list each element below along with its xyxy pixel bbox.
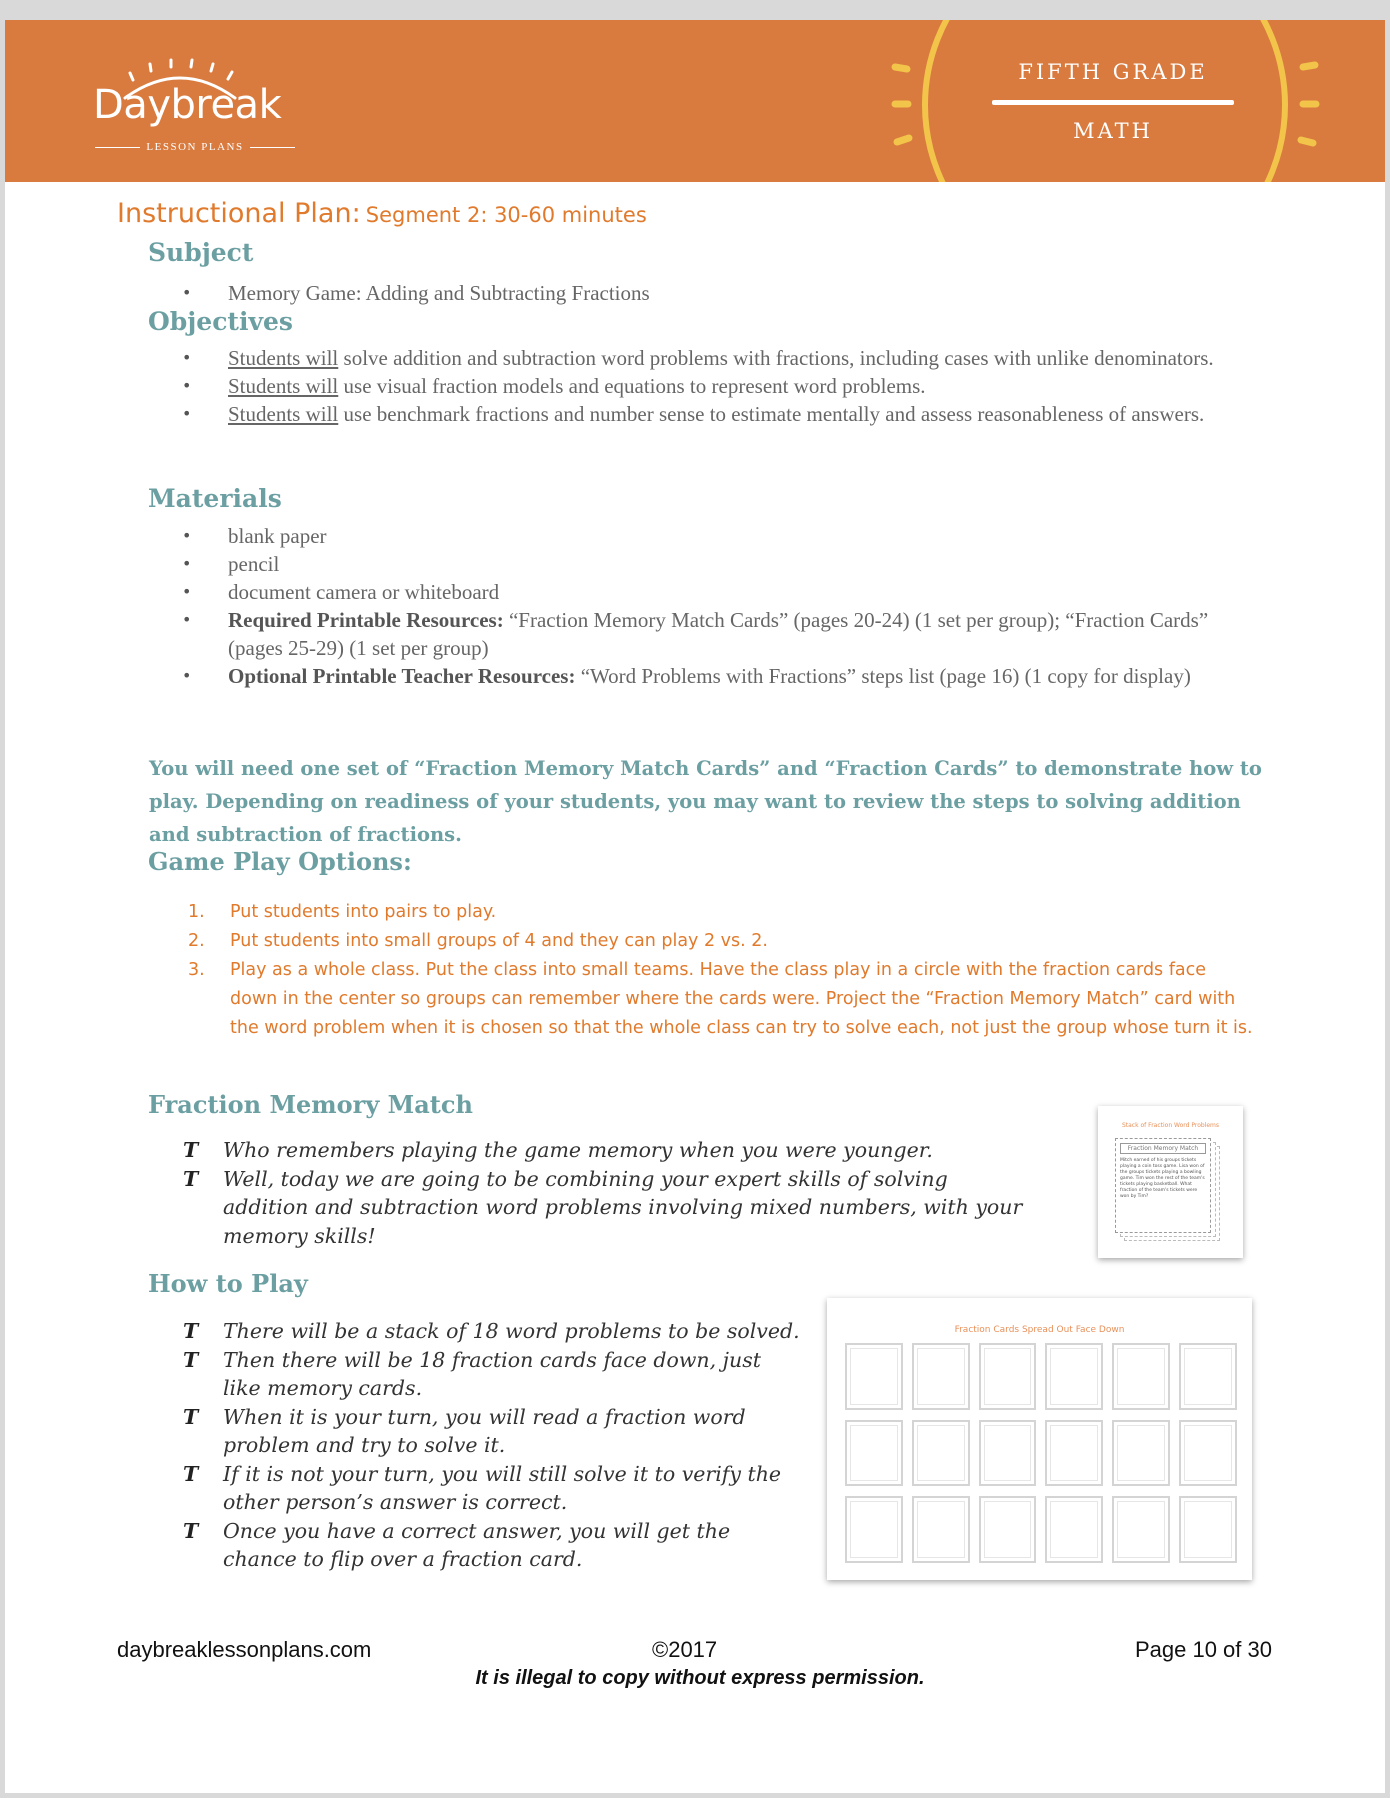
list-item [182, 400, 1262, 428]
teacher-tag: T [183, 1518, 199, 1543]
face-down-card [845, 1343, 903, 1410]
list-item: • blank paper [182, 522, 1262, 550]
subject-heading: Subject [148, 238, 254, 267]
how-to-play-heading: How to Play [148, 1269, 308, 1298]
page-header [5, 20, 1385, 182]
teacher-line [183, 1136, 1033, 1165]
face-down-card [1045, 1420, 1103, 1487]
list-item [188, 927, 1258, 956]
stack-card-front [1115, 1138, 1211, 1233]
grade-label: FIFTH GRADE [1018, 60, 1208, 84]
subject-list [182, 279, 1262, 307]
list-item [182, 344, 1262, 372]
grade-divider [992, 100, 1234, 105]
memory-match-heading: Fraction Memory Match [148, 1090, 473, 1119]
how-to-play-script [183, 1317, 801, 1574]
logo-subtitle-text: LESSON PLANS [146, 141, 244, 153]
face-down-card [1179, 1420, 1237, 1487]
item-text: Play as a whole class. Put the class into small teams. Have the class play in a circle with the fraction cards face down in the center so groups can remember where the cards were. Project the “Fraction Memory Match” card with the word problem when it is chosen so that the whole class can try to solve each, not just the group whose turn it is. [230, 960, 1253, 1038]
memory-match-script [183, 1136, 1033, 1250]
teacher-note: You will need one set of “Fraction Memory Match Cards” and “Fraction Cards” to demonstrate how to play. Depending on readiness of your students, you may want to review the steps to solving addition and subtraction of fractions. [149, 757, 1262, 846]
face-down-card [1179, 1343, 1237, 1410]
objective-text: use benchmark fractions and number sense to estimate mentally and assess reasonableness of answers. [338, 402, 1205, 426]
fraction-card-grid-image [827, 1298, 1252, 1580]
face-down-card [979, 1496, 1037, 1563]
image-title: Stack of Fraction Word Problems [1121, 1122, 1220, 1129]
resource-text: “Word Problems with Fractions” steps list (page 16) (1 copy for display) [575, 664, 1191, 688]
teacher-line [183, 1460, 801, 1517]
face-down-card [845, 1420, 903, 1487]
teacher-text: If it is not your turn, you will still solve it to verify the other person’s answer is correct. [223, 1461, 782, 1514]
plan-title [117, 198, 647, 229]
objective-lead: Students will [228, 402, 339, 426]
list-item [188, 898, 1258, 927]
face-down-card [912, 1496, 970, 1563]
face-down-card [1112, 1420, 1170, 1487]
resource-text: “Fraction Memory Match Cards” (pages 20-24) (1 set per group); “Fraction Cards” (pages 25-29) (1 set per group) [228, 608, 1209, 660]
face-down-card [912, 1343, 970, 1410]
teacher-text: Well, today we are going to be combining your expert skills of solving addition and subtraction word problems involving mixed numbers, with your memory skills! [223, 1166, 1023, 1248]
footer-site: daybreaklessonplans.com [117, 1637, 372, 1662]
subject-label: MATH [1073, 119, 1153, 143]
list-item [182, 372, 1262, 400]
game-play-heading: Game Play Options: [148, 847, 412, 876]
teacher-line [183, 1165, 1033, 1251]
card-text: Mitch earned of his groups tickets playing a coin toss game. Lisa won of the groups tickets playing a bowling game. Tim won the rest of the team's tickets playing basketball. What fraction of the team's tickets were won by Tim? [1120, 1158, 1205, 1199]
teacher-line [183, 1346, 801, 1403]
image-title: Fraction Cards Spread Out Face Down [954, 1325, 1125, 1335]
teacher-tag: T [183, 1319, 199, 1343]
footer-copyright: ©2017 [652, 1637, 718, 1662]
objective-lead: Students will [228, 374, 339, 398]
face-down-card [912, 1420, 970, 1487]
card-title: Fraction Memory Match [1120, 1143, 1206, 1154]
list-item: • document camera or whiteboard [182, 578, 1262, 606]
plan-title-main: Instructional Plan: [117, 198, 361, 229]
item-number: 1. [188, 902, 205, 922]
item-text: Put students into pairs to play. [230, 902, 497, 922]
materials-heading: Materials [148, 484, 282, 513]
objectives-heading: Objectives [148, 307, 293, 336]
objective-text: use visual fraction models and equations to represent word problems. [338, 374, 926, 398]
teacher-line [183, 1517, 801, 1574]
logo-wordmark: Daybreak [93, 82, 282, 128]
objectives-list [182, 344, 1262, 428]
footer-page-number: Page 10 of 30 [1134, 1637, 1272, 1662]
item-number: 2. [188, 931, 205, 951]
teacher-text: Then there will be 18 fraction cards face down, just like memory cards. [223, 1347, 761, 1400]
list-item [182, 662, 1262, 690]
teacher-text: When it is your turn, you will read a fraction word problem and try to solve it. [223, 1404, 746, 1457]
teacher-tag: T [183, 1404, 199, 1429]
resource-label: Optional Printable Teacher Resources: [228, 664, 576, 688]
teacher-tag: T [183, 1166, 199, 1191]
teacher-text: There will be a stack of 18 word problems to be solved. [223, 1319, 800, 1343]
copyright-warning: It is illegal to copy without express permission. [475, 1667, 925, 1689]
list-item [188, 956, 1258, 1043]
objective-lead: Students will [228, 346, 339, 370]
teacher-tag: T [183, 1347, 199, 1372]
plan-title-segment: Segment 2: 30-60 minutes [365, 203, 647, 227]
list-item: • pencil [182, 550, 1262, 578]
face-down-card [979, 1343, 1037, 1410]
objective-text: solve addition and subtraction word problems with fractions, including cases with unlike denominators. [338, 346, 1214, 370]
resource-label: Required Printable Resources: [228, 608, 504, 632]
grade-badge [988, 60, 1238, 143]
card-grid [845, 1343, 1237, 1563]
face-down-card [1179, 1496, 1237, 1563]
face-down-card [1045, 1343, 1103, 1410]
teacher-line [183, 1403, 801, 1460]
logo-subtitle [95, 141, 295, 153]
teacher-text: Who remembers playing the game memory when you were younger. [223, 1138, 933, 1162]
materials-list [182, 522, 1262, 690]
face-down-card [979, 1420, 1037, 1487]
item-text: Put students into small groups of 4 and they can play 2 vs. 2. [230, 931, 768, 951]
face-down-card [845, 1496, 903, 1563]
list-item: • Memory Game: Adding and Subtracting Fractions [182, 279, 1262, 307]
face-down-card [1112, 1343, 1170, 1410]
face-down-card [1112, 1496, 1170, 1563]
teacher-text: Once you have a correct answer, you will get the chance to flip over a fraction card. [223, 1518, 731, 1571]
teacher-tag: T [183, 1138, 199, 1162]
face-down-card [1045, 1496, 1103, 1563]
game-play-list [188, 898, 1258, 1043]
word-problem-stack-image [1098, 1106, 1243, 1258]
teacher-tag: T [183, 1461, 199, 1486]
list-item [182, 606, 1262, 662]
item-number: 3. [188, 960, 205, 980]
teacher-line [183, 1317, 801, 1346]
document-page [5, 20, 1385, 1793]
